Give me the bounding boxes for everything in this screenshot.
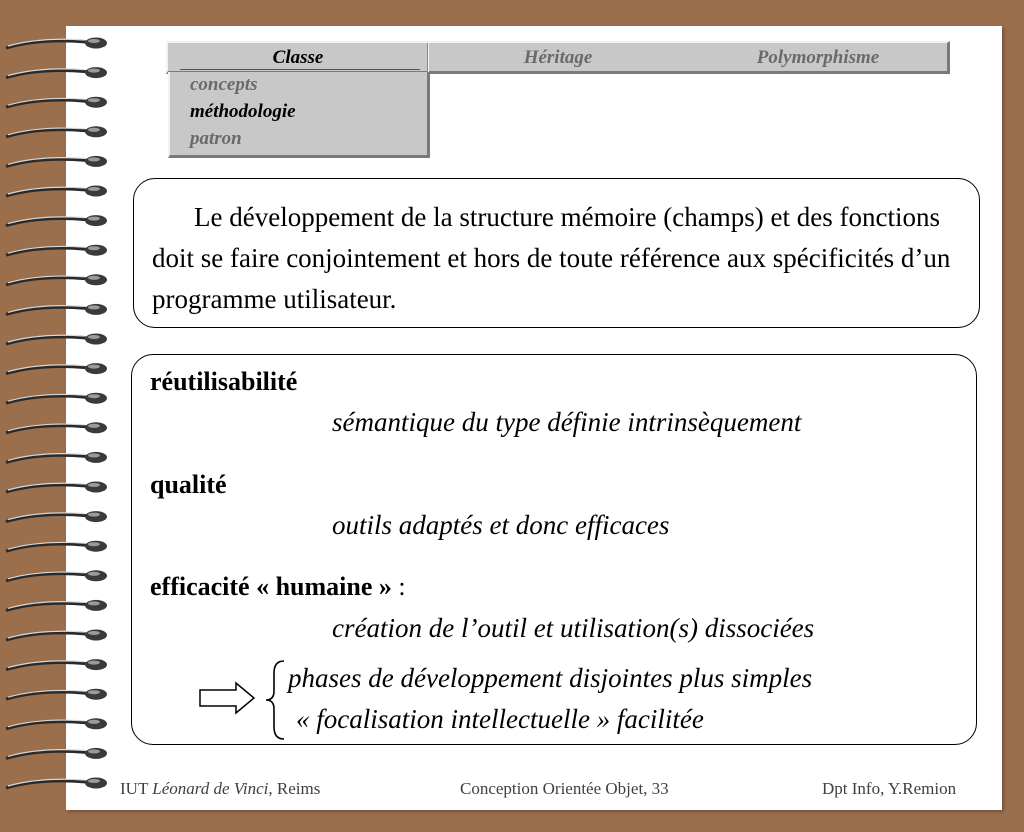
tab-heritage[interactable]: Héritage <box>523 47 593 68</box>
footer-left-suffix: , Reims <box>268 779 321 798</box>
point-heading-reutilisabilite: réutilisabilité <box>150 367 298 396</box>
consequence-line-2: « focalisation intellectuelle » facilitée <box>296 704 704 734</box>
footer-left <box>120 779 320 799</box>
intro-box <box>133 178 980 328</box>
point-heading-efficacite-text: efficacité « humaine » <box>150 572 392 601</box>
point-heading-efficacite <box>150 572 406 602</box>
menu-item-methodologie[interactable]: méthodologie <box>190 101 296 122</box>
right-arrow-icon <box>198 681 258 715</box>
left-brace-icon <box>262 659 288 741</box>
menu-item-patron[interactable]: patron <box>190 128 242 149</box>
tab-bar <box>166 41 950 74</box>
intro-text: Le développement de la structure mémoire (champs) et des fonctions doit se faire conjointement et hors de toute référence aux spécificités d’un programme utilisateur. <box>152 202 951 314</box>
point-heading-colon: : <box>391 572 406 601</box>
tab-underline <box>180 69 420 70</box>
footer-center: Conception Orientée Objet, 33 <box>460 779 669 798</box>
point-detail-qualite: outils adaptés et donc efficaces <box>332 510 670 540</box>
tab-polymorphisme[interactable]: Polymorphisme <box>756 47 880 68</box>
footer-left-prefix: IUT <box>120 779 153 798</box>
classe-dropdown-menu <box>168 72 430 158</box>
tab-classe[interactable]: Classe <box>272 47 324 68</box>
point-detail-efficacite: création de l’outil et utilisation(s) dissociées <box>332 613 815 643</box>
point-heading-qualite: qualité <box>150 470 227 499</box>
points-box <box>131 354 977 745</box>
tab-separator <box>427 43 429 74</box>
menu-item-concepts[interactable]: concepts <box>190 74 258 95</box>
point-detail-reutilisabilite: sémantique du type définie intrinsèquement <box>332 407 802 437</box>
consequence-line-1: phases de développement disjointes plus simples <box>288 663 813 693</box>
footer-left-italic: Léonard de Vinci <box>152 779 269 798</box>
footer-right: Dpt Info, Y.Remion <box>822 779 957 798</box>
